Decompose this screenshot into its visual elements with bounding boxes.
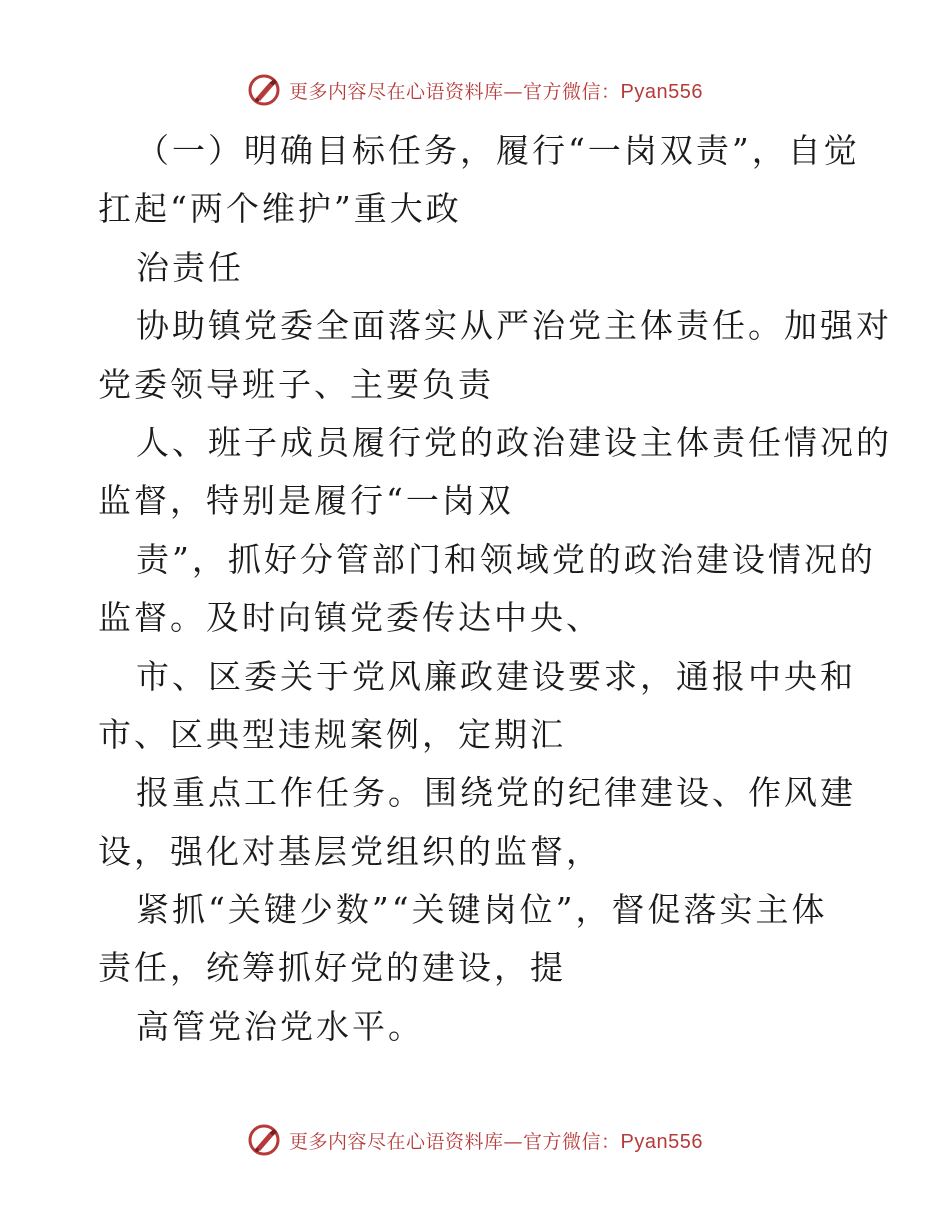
body-line: 责任，统筹抓好党的建设，提 — [98, 948, 566, 988]
document-body — [98, 122, 892, 1056]
body-line: 市、区委关于党风廉政建设要求，通报中央和 — [136, 656, 856, 696]
body-line: 设，强化对基层党组织的监督， — [98, 831, 602, 871]
body-line: 市、区典型违规案例，定期汇 — [98, 714, 566, 754]
body-line: 监督。及时向镇党委传达中央、 — [98, 598, 602, 638]
pen-logo-icon — [247, 73, 281, 107]
body-line: 监督，特别是履行“一岗双 — [98, 481, 514, 521]
body-line: 人、班子成员履行党的政治建设主体责任情况的 — [136, 422, 892, 462]
footer-watermark-banner — [0, 1120, 950, 1160]
body-line: 责”，抓好分管部门和领域党的政治建设情况的 — [136, 539, 876, 579]
body-line: 扛起“两个维护”重大政 — [98, 189, 462, 229]
pen-logo-icon — [247, 1123, 281, 1157]
body-line: 协助镇党委全面落实从严治党主体责任。加强对 — [136, 306, 892, 346]
body-line: 紧抓“关键少数”“关键岗位”，督促落实主体 — [136, 890, 828, 930]
header-watermark-banner — [0, 70, 950, 110]
body-line: 高管党治党水平。 — [136, 1006, 424, 1046]
header-watermark-text: 更多内容尽在心语资料库—官方微信：Pyan556 — [289, 80, 703, 103]
body-line: （一）明确目标任务，履行“一岗双责”，自觉 — [136, 131, 860, 170]
body-line: 治责任 — [136, 247, 244, 287]
body-line: 报重点工作任务。围绕党的纪律建设、作风建 — [136, 773, 856, 813]
body-line: 党委领导班子、主要负责 — [98, 364, 494, 404]
footer-watermark-text: 更多内容尽在心语资料库—官方微信：Pyan556 — [289, 1130, 703, 1153]
